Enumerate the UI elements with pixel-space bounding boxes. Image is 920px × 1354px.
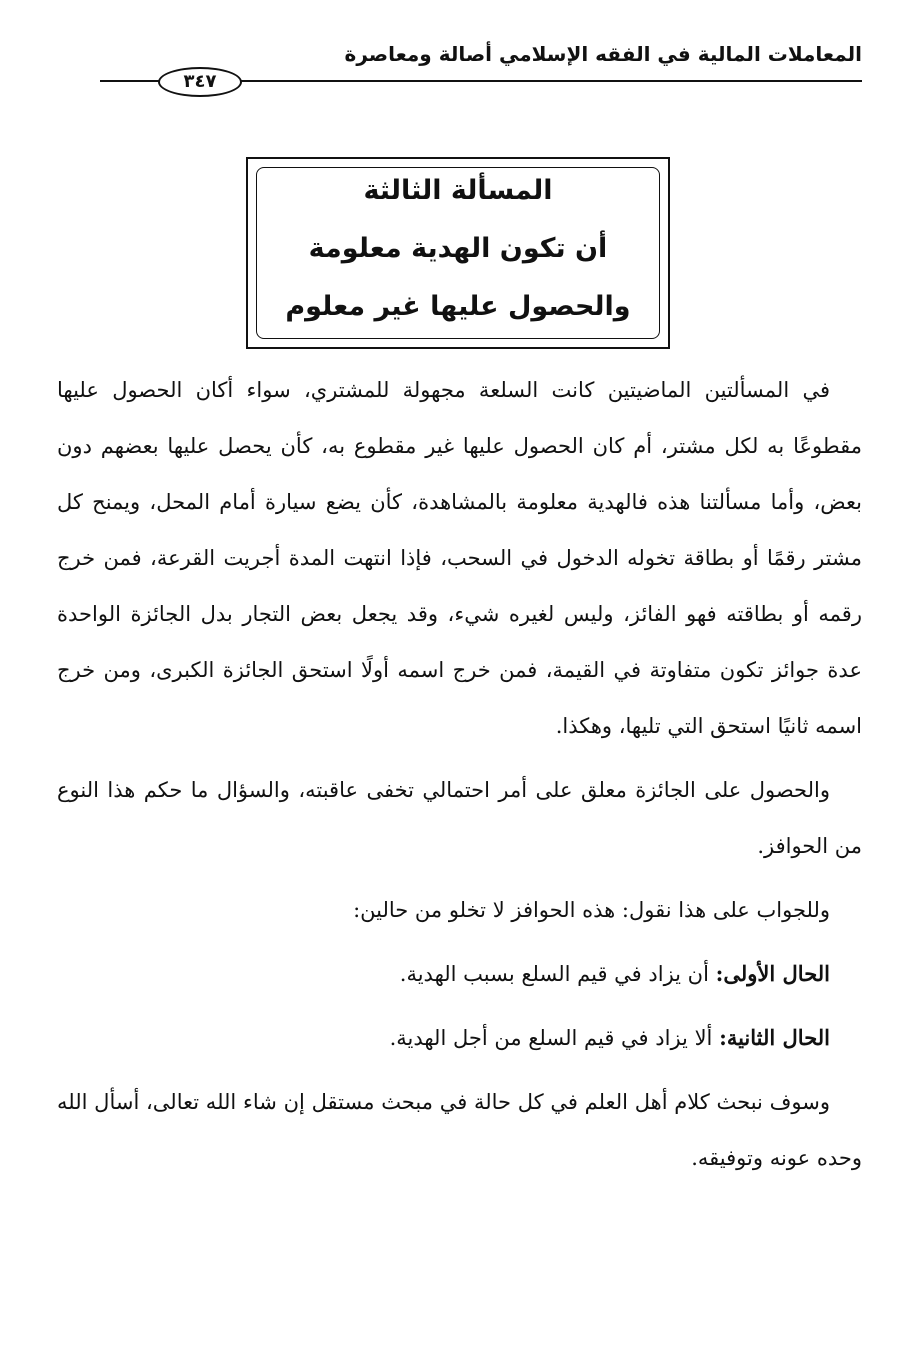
section-title-line-3: والحصول عليها غير معلوم bbox=[285, 291, 631, 322]
page-number: ٣٤٧ bbox=[158, 67, 242, 97]
section-title-line-1: المسألة الثالثة bbox=[363, 175, 553, 206]
case-label-2: الحال الثانية: bbox=[719, 1025, 830, 1050]
case-text-1: أن يزاد في قيم السلع بسبب الهدية. bbox=[399, 962, 709, 986]
case-item-1 bbox=[57, 946, 862, 1002]
page-header bbox=[100, 36, 862, 92]
case-item-2 bbox=[57, 1010, 862, 1066]
closing-paragraph: وسوف نبحث كلام أهل العلم في كل حالة في مبحث مستقل إن شاء الله تعالى، أسأل الله وحده عونه وتوفيقه. bbox=[57, 1090, 862, 1170]
case-text-2: ألا يزاد في قيم السلع من أجل الهدية. bbox=[389, 1026, 713, 1050]
section-title-line-2: أن تكون الهدية معلومة bbox=[308, 233, 608, 264]
running-title: المعاملات المالية في الفقه الإسلامي أصالة ومعاصرة bbox=[344, 42, 862, 66]
case-label-1: الحال الأولى: bbox=[715, 961, 830, 986]
paragraph-3: وللجواب على هذا نقول: هذه الحوافز لا تخلو من حالين: bbox=[353, 898, 830, 922]
paragraph-2: والحصول على الجائزة معلق على أمر احتمالي تخفى عاقبته، والسؤال ما حكم هذا النوع من الحوافز. bbox=[57, 778, 862, 858]
section-title-frame bbox=[246, 157, 670, 349]
paragraph-1: في المسألتين الماضيتين كانت السلعة مجهولة للمشتري، سواء أكان الحصول عليها مقطوعًا به لكل مشتر، أم كان الحصول عليها غير مقطوع به، كأن يحصل عليها بعضهم دون بعض، وأما مسألتنا هذه فالهدية معلومة بالمشاهدة، كأن يضع سيارة أمام المحل، ويمنح كل مشتر رقمًا أو بطاقة تخوله الدخول في السحب، فإذا انتهت المدة أجريت القرعة، فمن خرج رقمه أو بطاقته فهو الفائز، وليس لغيره شيء، وقد يجعل بعض التجار بدل الجائزة الواحدة عدة جوائز تكون متفاوتة في القيمة، فمن خرج اسمه أولًا استحق الجائزة الكبرى، ومن خرج اسمه ثانيًا استحق التي تليها، وهكذا. bbox=[57, 378, 862, 738]
body-text bbox=[57, 362, 862, 1186]
